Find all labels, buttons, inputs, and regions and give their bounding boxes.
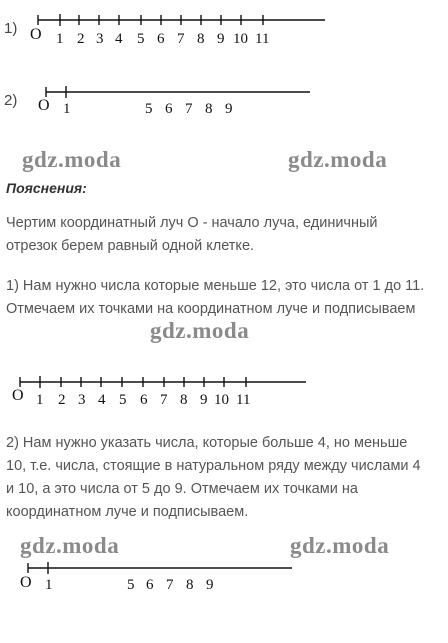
origin-label: O xyxy=(30,26,42,43)
tick-label: 9 xyxy=(217,31,225,47)
tick-label: 6 xyxy=(165,101,173,117)
number-line-1-axis xyxy=(0,0,448,60)
watermark: gdz.moda xyxy=(20,533,120,558)
tick-label: 6 xyxy=(146,577,154,593)
number-line-4-axis xyxy=(0,560,448,600)
item-label: 1) xyxy=(4,20,18,37)
tick-label: 5 xyxy=(119,392,127,408)
tick-label: 9 xyxy=(206,577,214,593)
number-line-4 xyxy=(0,560,448,600)
watermark: gdz.moda xyxy=(288,147,388,172)
tick-label: 5 xyxy=(145,101,153,117)
tick-label: 2 xyxy=(77,31,85,47)
tick-label: 7 xyxy=(160,392,168,408)
tick-label: 5 xyxy=(127,577,135,593)
origin-label: O xyxy=(38,97,50,114)
tick-label: 3 xyxy=(78,392,86,408)
tick-label: 8 xyxy=(197,31,205,47)
tick-label: 7 xyxy=(177,31,185,47)
tick-label: 8 xyxy=(180,392,188,408)
watermark: gdz.moda xyxy=(22,147,122,172)
tick-label: 1 xyxy=(36,392,44,408)
tick-label: 11 xyxy=(236,392,251,408)
origin-label: O xyxy=(20,574,32,591)
tick-label: 9 xyxy=(200,392,208,408)
tick-label: 1 xyxy=(56,31,64,47)
explanation-part-2: 2) Нам нужно указать числа, которые больше 4, но меньше 10, т.е. числа, стоящие в натуральном ряду между числами 4 и 10, а это числа от 5 до 9. Отмечаем их точками на координатном луче и подписываем. xyxy=(6,435,421,520)
tick-label: 6 xyxy=(140,392,148,408)
tick-label: 4 xyxy=(115,31,123,47)
tick-label: 5 xyxy=(137,31,145,47)
explanation-part-1: 1) Нам нужно числа которые меньше 12, это числа от 1 до 11. Отмечаем их точками на координатном луче и подписываем xyxy=(6,278,425,317)
watermark: gdz.moda xyxy=(290,533,390,558)
tick-label: 7 xyxy=(185,101,193,117)
tick-label: 11 xyxy=(255,31,270,47)
tick-label: 4 xyxy=(98,392,106,408)
tick-label: 9 xyxy=(225,101,233,117)
tick-label: 10 xyxy=(233,31,248,47)
number-line-3 xyxy=(0,372,448,412)
tick-label: 10 xyxy=(214,392,229,408)
watermark: gdz.moda xyxy=(150,318,250,343)
tick-label: 6 xyxy=(157,31,165,47)
explanation-heading: Пояснения: xyxy=(6,180,87,196)
tick-label: 1 xyxy=(45,577,53,593)
item-label: 2) xyxy=(4,92,18,109)
tick-label: 2 xyxy=(58,392,66,408)
tick-label: 8 xyxy=(205,101,213,117)
tick-label: 8 xyxy=(186,577,194,593)
tick-label: 1 xyxy=(63,101,71,117)
tick-label: 7 xyxy=(166,577,174,593)
tick-label: 3 xyxy=(96,31,104,47)
origin-label: O xyxy=(12,387,24,404)
number-line-2 xyxy=(0,80,448,130)
number-line-1 xyxy=(0,0,448,60)
explanation-intro: Чертим координатный луч О - начало луча, единичный отрезок берем равный одной клетке. xyxy=(6,215,378,254)
